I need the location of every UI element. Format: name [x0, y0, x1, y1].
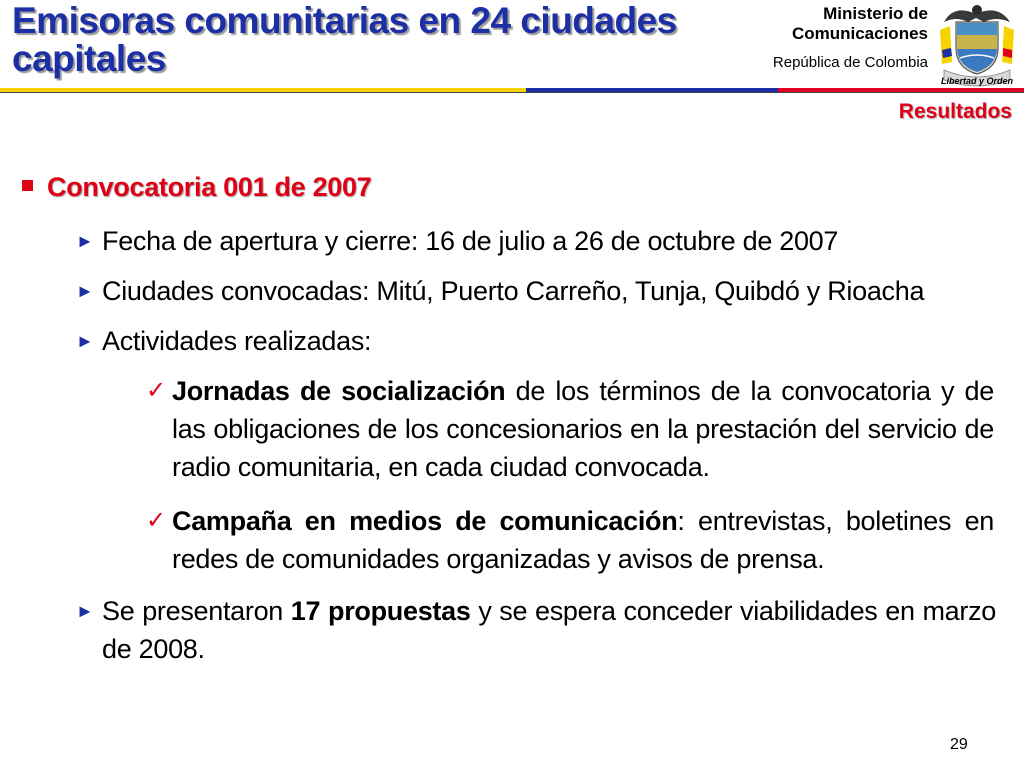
checkmark-icon: ✓ [146, 377, 166, 404]
page-number: 29 [950, 736, 968, 753]
list-item-text: Actividades realizadas: [102, 326, 372, 356]
triangle-bullet-icon: ► [76, 601, 94, 621]
sub-item-bold: Jornadas de socialización [172, 376, 506, 406]
ministry-name-line2: Comunicaciones [791, 24, 928, 43]
heading-bullet [22, 172, 371, 203]
divider-line [0, 92, 1024, 93]
list-item [76, 592, 996, 668]
list-item-text: Fecha de apertura y cierre: 16 de julio a 26 de octubre de 2007 [102, 226, 839, 256]
checkmark-icon: ✓ [146, 507, 166, 534]
sub-item-rest: de los términos de la convocatoria y de las obligaciones de los concesionarios en la prestación del servicio de radio comunitaria, en cada ciudad convocada. [172, 376, 994, 482]
sub-item-bold: Campaña en medios de comunicación [172, 506, 678, 536]
heading-text: Convocatoria 001 de 2007 [47, 172, 372, 202]
item-text-pre: Se presentaron [102, 596, 291, 626]
ministry-block [773, 4, 928, 72]
section-label: Resultados [898, 100, 1012, 123]
triangle-bullet-icon: ► [76, 281, 94, 301]
item-text-post: y se espera conceder viabilidades en marzo de 2008. [102, 596, 996, 664]
sub-list-item [146, 502, 994, 578]
sub-list-item-text [172, 502, 994, 578]
republic-label: República de Colombia [772, 54, 928, 71]
emblem-caption: Libertad y Orden [940, 76, 1013, 86]
slide-title: Emisoras comunitarias en 24 ciudades capitales [12, 0, 677, 79]
item-text-bold: 17 propuestas [290, 596, 471, 626]
list-item [76, 322, 996, 360]
sub-list-item-text [172, 372, 994, 486]
sub-item-rest: : entrevistas, boletines en redes de comunidades organizadas y avisos de prensa. [172, 506, 995, 574]
square-bullet-icon [22, 180, 33, 191]
ministry-name-line1: Ministerio de [823, 4, 928, 23]
sub-list-item [146, 372, 994, 486]
list-item [76, 272, 996, 310]
list-item-text [102, 592, 996, 668]
triangle-bullet-icon: ► [76, 331, 94, 351]
list-item [76, 222, 996, 260]
triangle-bullet-icon: ► [76, 231, 94, 251]
list-item-text: Ciudades convocadas: Mitú, Puerto Carreño, Tunja, Quibdó y Rioacha [102, 276, 925, 306]
